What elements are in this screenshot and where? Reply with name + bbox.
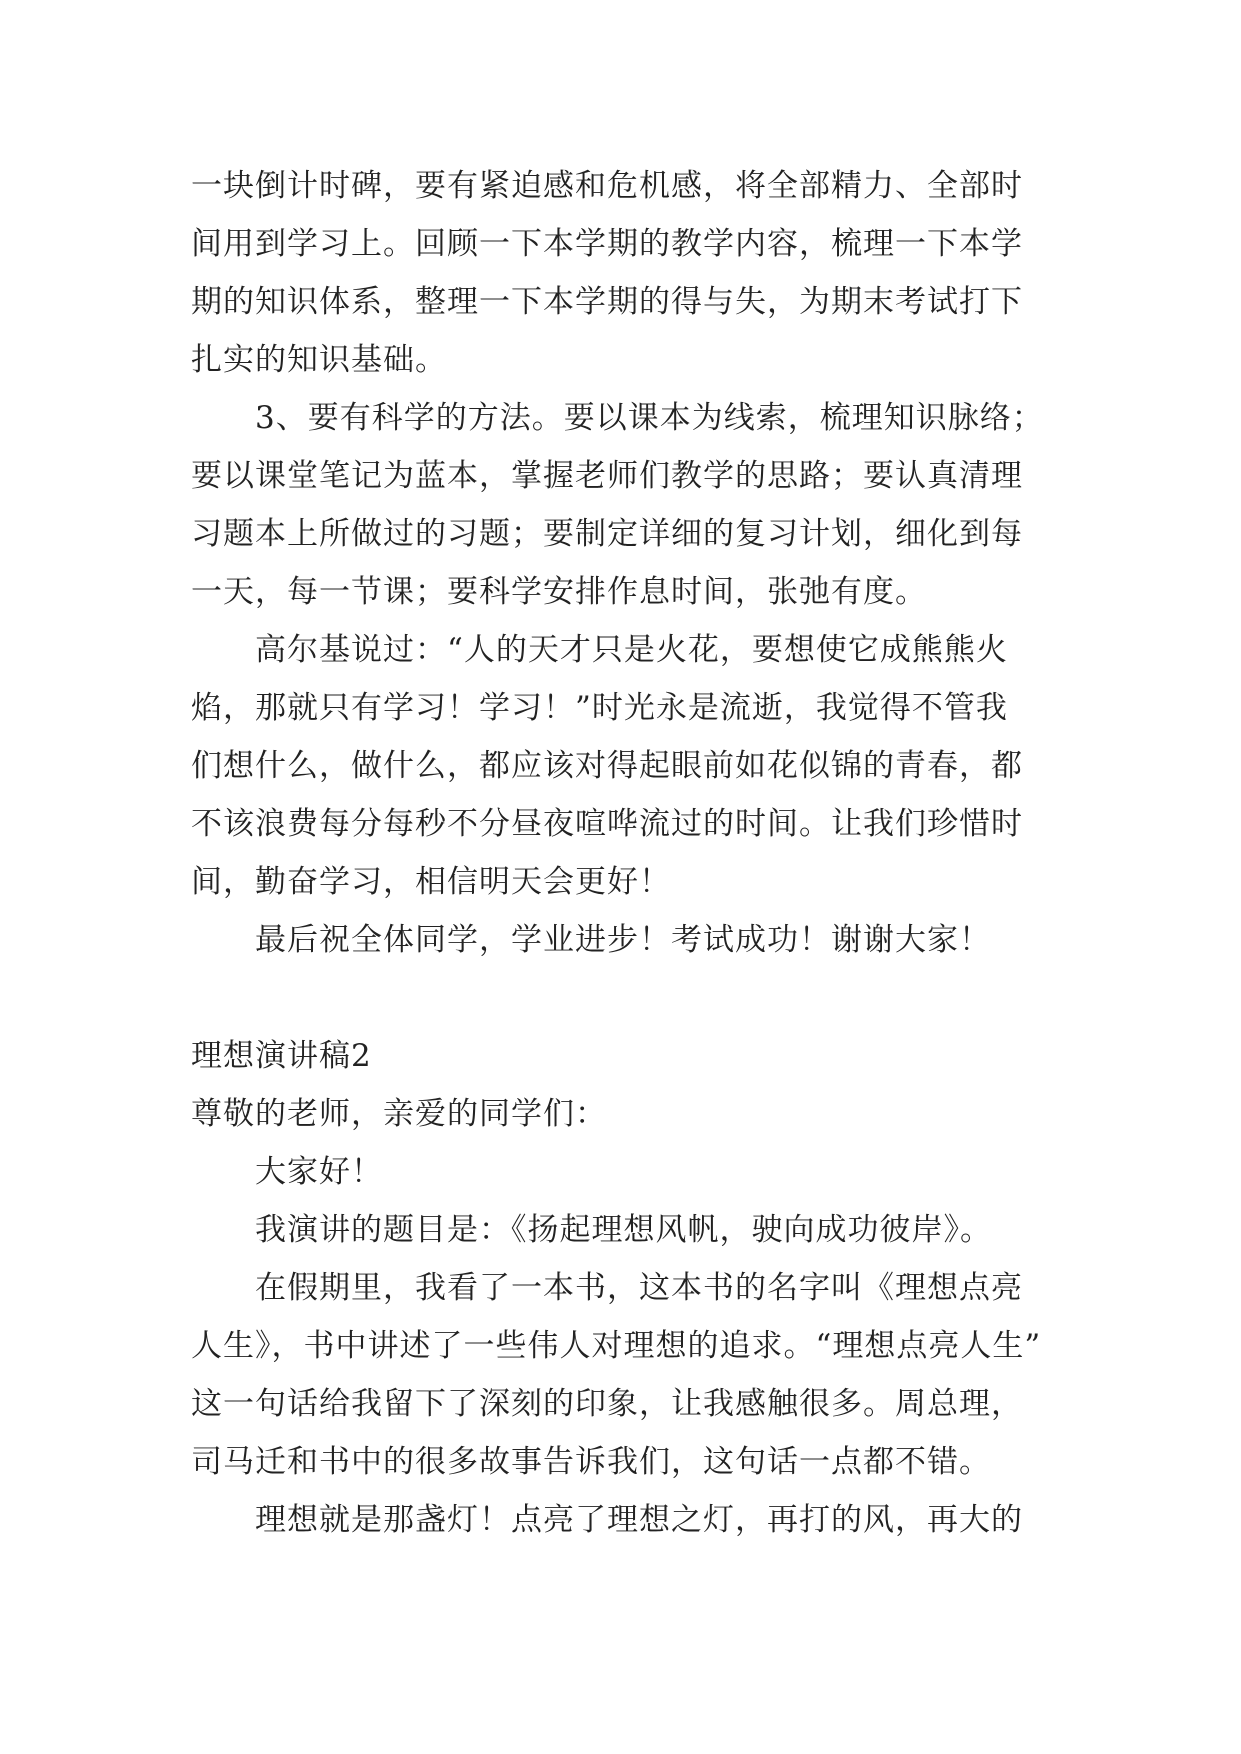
text-line: 高尔基说过：“人的天才只是火花，要想使它成熊熊火 — [255, 632, 1008, 668]
text-line: 这一句话给我留下了深刻的印象，让我感触很多。周总理， — [191, 1386, 1023, 1422]
text-line: 要以课堂笔记为蓝本，掌握老师们教学的思路；要认真清理 — [191, 458, 1023, 494]
text-line: 期的知识体系，整理一下本学期的得与失，为期末考试打下 — [191, 284, 1023, 320]
text-line: 们想什么，做什么，都应该对得起眼前如花似锦的青春，都 — [191, 748, 1023, 784]
text-line: 间用到学习上。回顾一下本学期的教学内容，梳理一下本学 — [191, 226, 1023, 262]
text-line: 理想就是那盏灯！点亮了理想之灯，再打的风，再大的 — [255, 1502, 1023, 1538]
text-line: 扎实的知识基础。 — [191, 342, 447, 378]
text-line: 在假期里，我看了一本书，这本书的名字叫《理想点亮 — [255, 1270, 1023, 1306]
text-line: 人生》，书中讲述了一些伟人对理想的追求。“理想点亮人生” — [191, 1328, 1042, 1364]
text-line: 一天，每一节课；要科学安排作息时间，张弛有度。 — [191, 574, 927, 610]
text-line: 3、要有科学的方法。要以课本为线索，梳理知识脉络； — [255, 400, 1044, 436]
text-line: 焰，那就只有学习！学习！”时光永是流逝，我觉得不管我 — [191, 690, 1008, 726]
text-line: 不该浪费每分每秒不分昼夜喧哗流过的时间。让我们珍惜时 — [191, 806, 1023, 842]
text-line: 一块倒计时碑，要有紧迫感和危机感，将全部精力、全部时 — [191, 168, 1023, 204]
greeting: 大家好！ — [255, 1154, 383, 1190]
text-line: 最后祝全体同学，学业进步！考试成功！谢谢大家！ — [255, 922, 991, 958]
text-line: 习题本上所做过的习题；要制定详细的复习计划，细化到每 — [191, 516, 1023, 552]
text-line: 间，勤奋学习，相信明天会更好！ — [191, 864, 671, 900]
text-line: 我演讲的题目是：《扬起理想风帆，驶向成功彼岸》。 — [255, 1212, 992, 1248]
salutation: 尊敬的老师，亲爱的同学们： — [191, 1096, 607, 1132]
section-title: 理想演讲稿2 — [191, 1038, 372, 1074]
text-line: 司马迁和书中的很多故事告诉我们，这句话一点都不错。 — [191, 1444, 991, 1480]
